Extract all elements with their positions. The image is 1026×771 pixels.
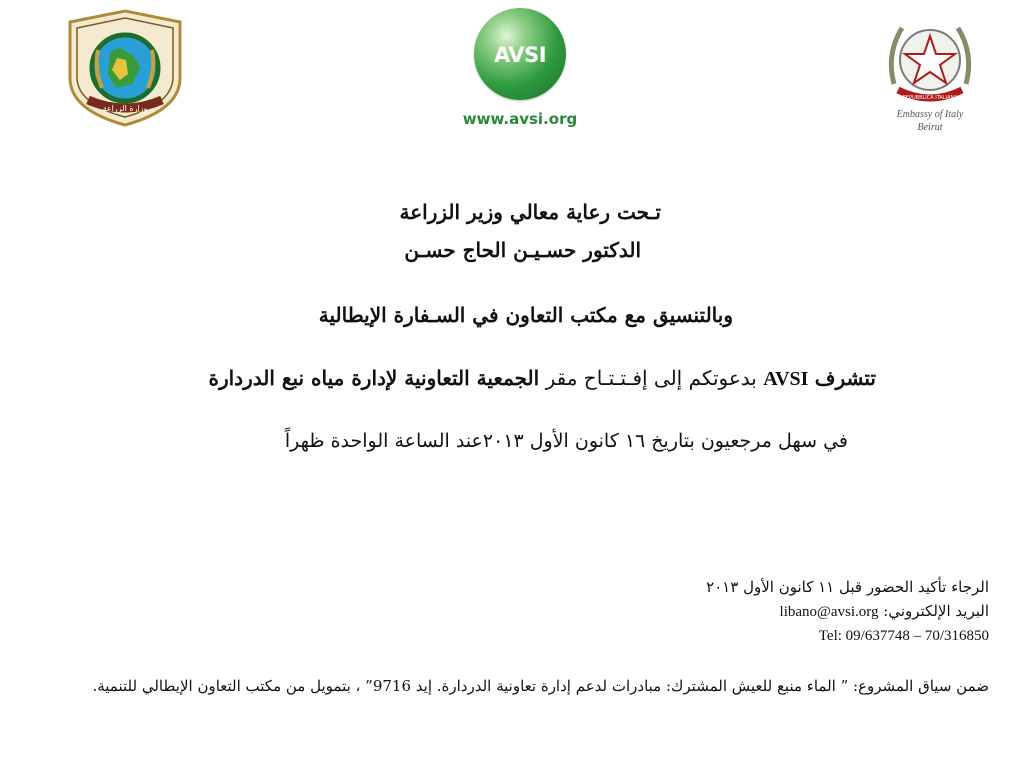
honor-prefix: تتشرف: [814, 366, 876, 390]
org-name: AVSI: [763, 368, 809, 390]
project-context: ضمن سياق المشروع: ” الماء منبع للعيش المشترك: مبادرات لدعم إدارة تعاونية الدردارة. إيد 9716” ، بتمويل من مكتب التعاون الإيطالي للتنمية.: [92, 677, 989, 695]
email-address[interactable]: libano@avsi.org: [779, 604, 879, 620]
italian-republic-emblem-icon: [880, 14, 980, 106]
invite-text: بدعوتكم إلى إفـتـتـاح مقر: [545, 366, 757, 390]
place-time-line: في سهل مرجعيون بتاريخ ١٦ كانون الأول ٢٠١٣عند الساعة الواحدة ظهراً: [284, 430, 848, 452]
embassy-logo: [880, 14, 980, 144]
rsvp-line: الرجاء تأكيد الحضور قبل ١١ كانون الأول ٢٠١٣: [706, 578, 989, 596]
tel-number: 09/637748 – 70/316850: [845, 628, 989, 644]
embassy-caption: [880, 108, 980, 134]
avsi-website: www.avsi.org: [462, 110, 578, 128]
ministry-logo: [62, 8, 188, 128]
embassy-caption-line2: Beirut: [917, 122, 943, 133]
avsi-logo-text: AVSI: [493, 43, 547, 67]
avsi-logo-icon: [474, 8, 566, 100]
patronage-line: تـحت رعاية معالي وزير الزراعة: [399, 200, 661, 224]
ministry-emblem-caption: وزارة الزراعة: [102, 104, 148, 113]
email-label: البريد الإلكتروني:: [883, 602, 989, 620]
invitation-line: [208, 366, 876, 391]
tel-line: [706, 624, 989, 648]
embassy-emblem-text: REPUBBLICA ITALIANA: [902, 95, 958, 101]
avsi-logo: [450, 6, 590, 132]
contact-block: [706, 575, 989, 648]
cooperative-name: الجمعية التعاونية لإدارة مياه نبع الدردارة: [208, 366, 540, 390]
email-line: [706, 599, 989, 624]
ministry-of-agriculture-emblem-icon: [62, 8, 188, 128]
coordination-line: وبالتنسيق مع مكتب التعاون في السـفارة الإيطالية: [318, 303, 733, 327]
tel-label: Tel:: [818, 628, 842, 644]
embassy-caption-line1: Embassy of Italy: [896, 109, 964, 120]
minister-name: الدكتور حسـيـن الحاج حسـن: [404, 238, 641, 262]
